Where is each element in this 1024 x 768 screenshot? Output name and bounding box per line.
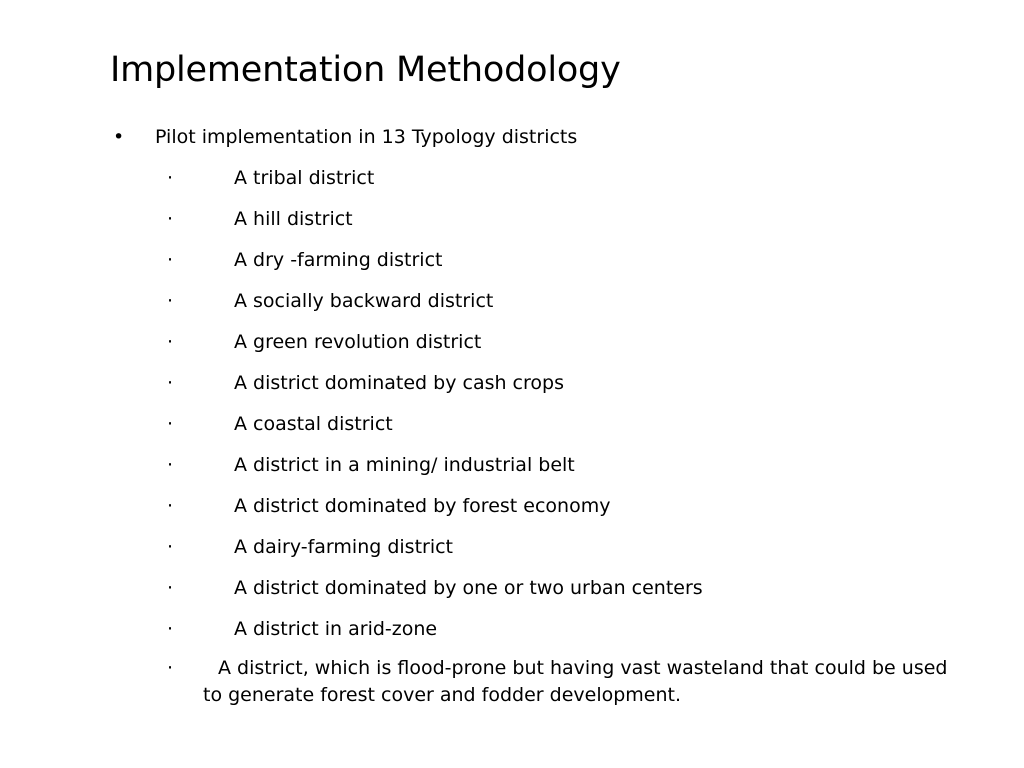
list-item-text: A dairy-farming district [234,536,454,558]
slide-title: Implementation Methodology [110,50,621,90]
bullet-marker: • [113,126,125,148]
list-item-text: A district dominated by forest economy [234,495,611,517]
sub-bullet-marker: · [167,454,174,476]
list-item-text: A green revolution district [234,331,482,353]
sub-bullet-marker: · [167,372,174,394]
list-item-text-line-1: A district, which is flood-prone but having vast wasteland that could be used [218,657,948,679]
list-item-text: A district in a mining/ industrial belt [234,454,575,476]
list-item-text: A tribal district [234,167,375,189]
sub-bullet-marker: · [167,167,174,189]
list-item-text: A district in arid-zone [234,618,438,640]
list-item-text: A district dominated by cash crops [234,372,564,394]
sub-bullet-marker: · [167,618,174,640]
sub-bullet-marker: · [167,331,174,353]
sub-bullet-marker: · [167,290,174,312]
sub-bullet-marker: · [167,413,174,435]
list-item-text: A hill district [234,208,353,230]
list-item-text: A dry -farming district [234,249,443,271]
sub-bullet-marker: · [167,536,174,558]
main-bullet-text: Pilot implementation in 13 Typology districts [155,126,578,148]
list-item-text: A district dominated by one or two urban centers [234,577,703,599]
list-item-text: A socially backward district [234,290,494,312]
list-item-text-line-2: to generate forest cover and fodder development. [203,684,682,706]
sub-bullet-marker: · [167,249,174,271]
sub-bullet-marker: · [167,657,174,679]
sub-bullet-marker: · [167,495,174,517]
sub-bullet-marker: · [167,577,174,599]
sub-bullet-marker: · [167,208,174,230]
list-item-text: A coastal district [234,413,393,435]
